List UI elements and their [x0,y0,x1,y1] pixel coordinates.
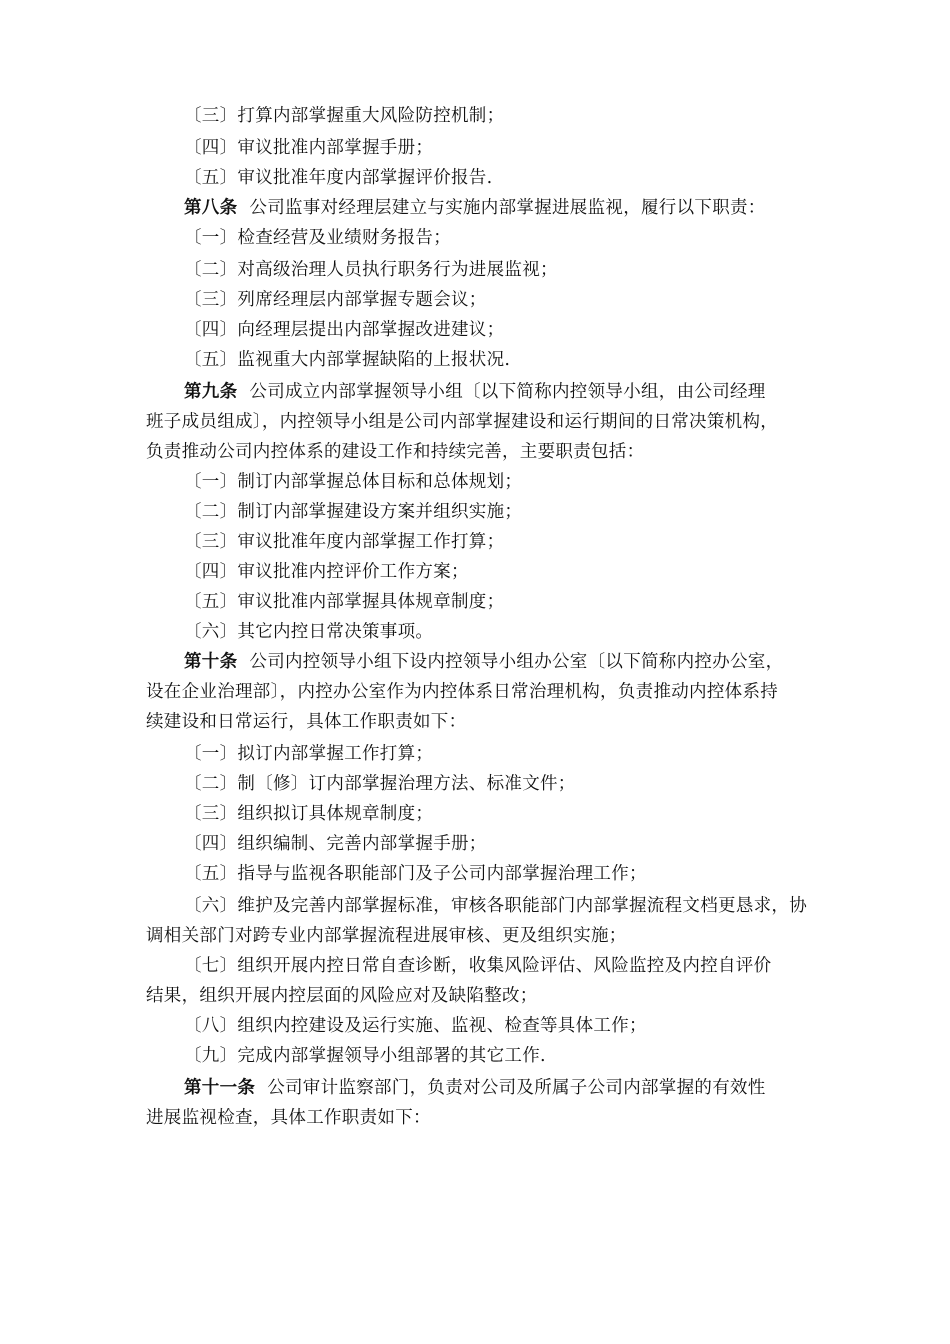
list-item-continuation: 调相关部门对跨专业内部掌握流程进展审核、更及组织实施； [146,926,627,946]
list-item: 〔四〕组织编制、完善内部掌握手册； [184,834,487,854]
list-item: 〔二〕制〔修〕订内部掌握治理方法、标准文件； [184,774,576,794]
list-item: 〔二〕对高级治理人员执行职务行为进展监视； [184,260,558,280]
list-item: 〔三〕组织拟订具体规章制度； [184,804,434,824]
list-item: 〔七〕组织开展内控日常自查诊断，收集风险评估、风险监控及内控自评价 [184,956,772,976]
article-intro-line: 设在企业治理部〕，内控办公室作为内控体系日常治理机构，负责推动内控体系持 [146,682,779,702]
article-intro-line: 公司审计监察部门，负责对公司及所属子公司内部掌握的有效性 [267,1078,766,1098]
list-item: 〔五〕审议批准内部掌握具体规章制度； [184,592,505,612]
list-item: 〔四〕向经理层提出内部掌握改进建议； [184,320,505,340]
article-heading: 第十条 [184,652,238,672]
list-item: 〔二〕制订内部掌握建设方案并组织实施； [184,502,523,522]
list-item: 〔六〕维护及完善内部掌握标准，审核各职能部门内部掌握流程文档更恳求，协 [184,896,807,916]
list-item: 〔四〕审议批准内部掌握手册； [184,138,434,158]
article-9-paragraph [184,378,766,403]
list-item: 〔六〕其它内控日常决策事项。 [184,622,434,642]
article-intro-line: 公司内控领导小组下设内控领导小组办公室〔以下简称内控办公室， [249,652,784,672]
article-intro-line: 续建设和日常运行，具体工作职责如下： [146,712,467,732]
article-intro: 公司监事对经理层建立与实施内部掌握进展监视，履行以下职责： [249,198,766,218]
article-intro-line: 班子成员组成〕，内控领导小组是公司内部掌握建设和运行期间的日常决策机构， [146,412,779,432]
list-item: 〔一〕制订内部掌握总体目标和总体规划； [184,472,523,492]
list-item: 〔五〕指导与监视各职能部门及子公司内部掌握治理工作； [184,864,647,884]
list-item-continuation: 结果，组织开展内控层面的风险应对及缺陷整改； [146,986,538,1006]
article-10-paragraph [184,648,783,673]
article-intro-line: 负责推动公司内控体系的建设工作和持续完善，主要职责包括： [146,442,645,462]
list-item: 〔三〕打算内部掌握重大风险防控机制； [184,106,505,126]
article-intro-line: 进展监视检查，具体工作职责如下： [146,1108,431,1128]
list-item: 〔一〕检查经营及业绩财务报告； [184,228,451,248]
article-8-paragraph [184,194,766,219]
article-11-paragraph [184,1074,766,1099]
list-item: 〔四〕审议批准内控评价工作方案； [184,562,469,582]
list-item: 〔三〕审议批准年度内部掌握工作打算； [184,532,505,552]
article-intro-line: 公司成立内部掌握领导小组〔以下简称内控领导小组，由公司经理 [249,382,766,402]
list-item: 〔一〕拟订内部掌握工作打算； [184,744,434,764]
list-item: 〔三〕列席经理层内部掌握专题会议； [184,290,487,310]
article-heading: 第十一条 [184,1078,256,1098]
article-heading: 第九条 [184,382,238,402]
list-item: 〔九〕完成内部掌握领导小组部署的其它工作. [184,1046,546,1066]
list-item: 〔八〕组织内控建设及运行实施、监视、检查等具体工作； [184,1016,647,1036]
list-item: 〔五〕监视重大内部掌握缺陷的上报状况. [184,350,511,370]
article-heading: 第八条 [184,198,238,218]
list-item: 〔五〕审议批准年度内部掌握评价报告. [184,168,493,188]
